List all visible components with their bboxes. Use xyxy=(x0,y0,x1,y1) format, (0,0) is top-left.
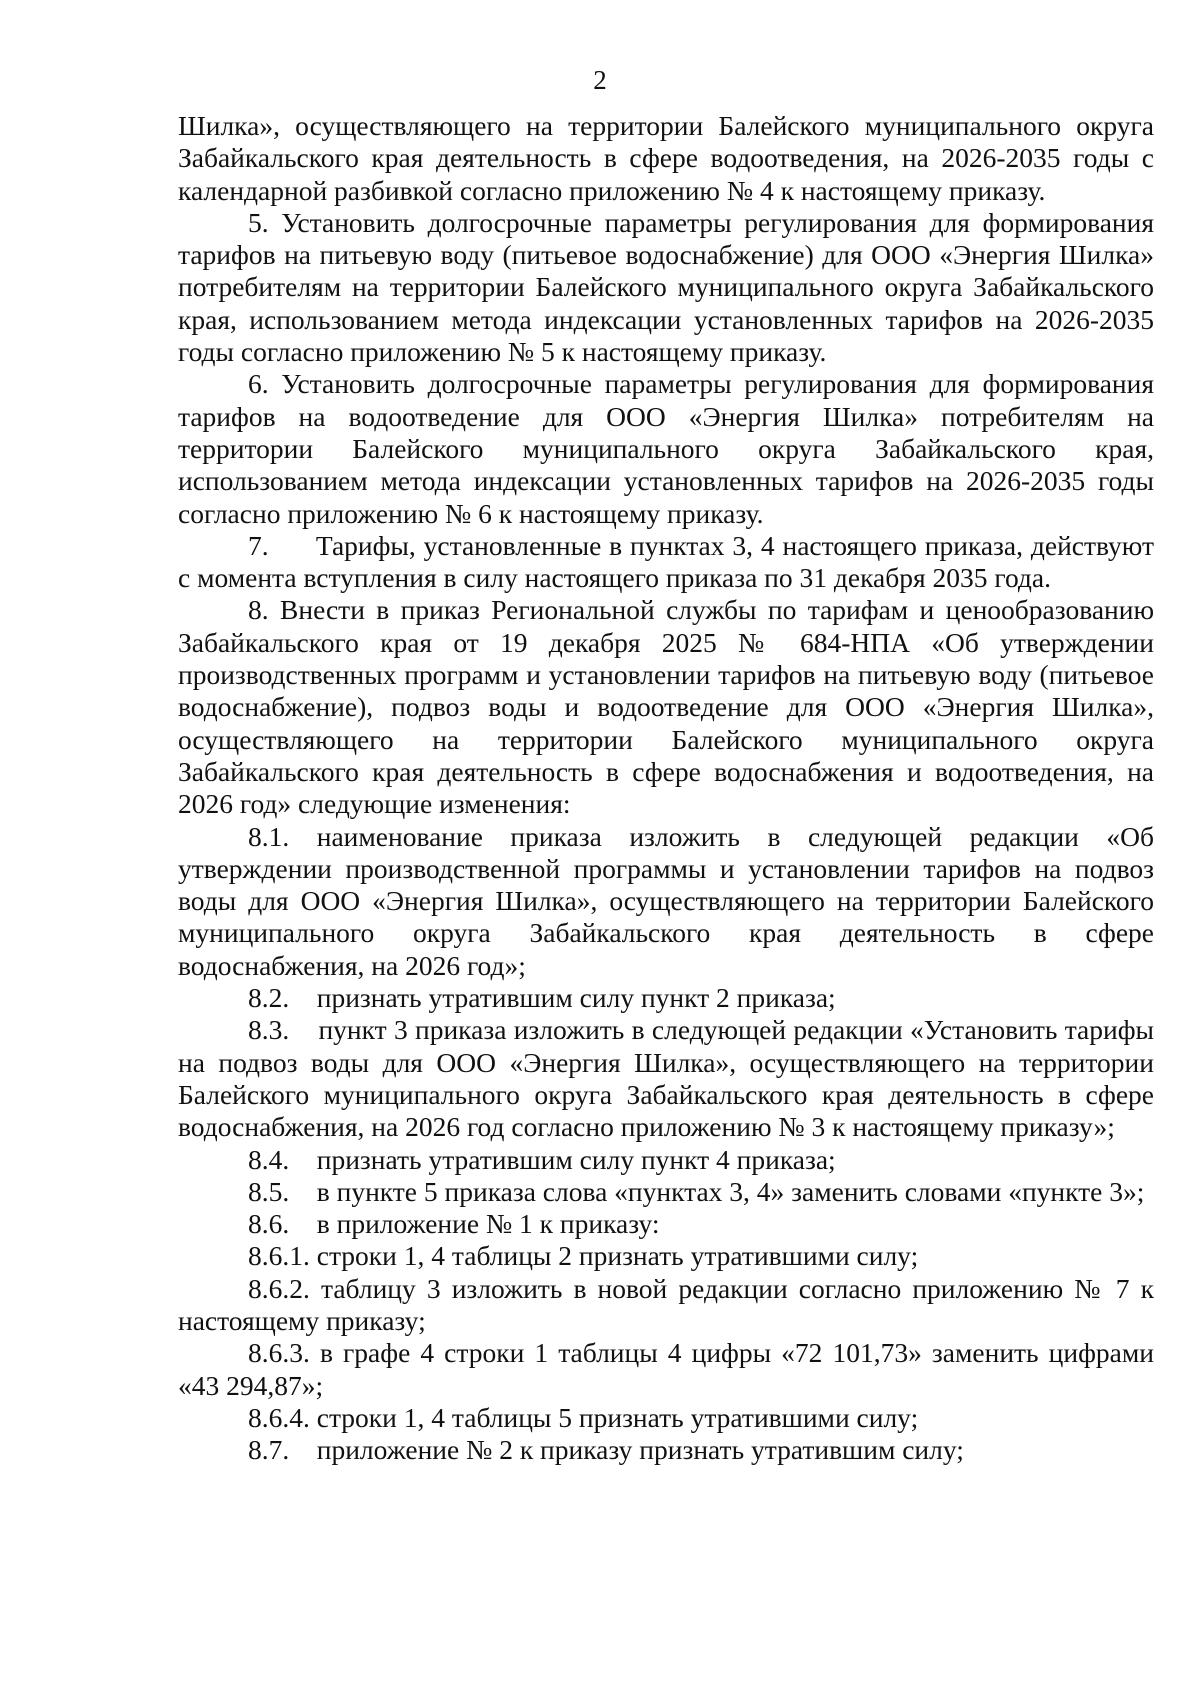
paragraph-8-6-2 xyxy=(178,1273,1154,1338)
paragraph-8-7 xyxy=(178,1434,1154,1466)
paragraph-text: наименование приказа изложить в следующей редакции «Об утверждении производственной программы и установлении тарифов на подвоз воды для ООО «Энергия Шилка», осуществляющего на территории Балейского муниципального округа Забайкальского края деятельность в сфере водоснабжения, на 2026 год»; xyxy=(178,820,1154,981)
paragraph-number: 7. xyxy=(248,529,269,561)
paragraph-8-6-4 xyxy=(178,1402,1154,1434)
paragraph-continuation xyxy=(178,110,1154,207)
paragraph-number: 8.6.4. xyxy=(248,1401,310,1433)
paragraph-text: Тарифы, установленные в пунктах 3, 4 настоящего приказа, действуют с момента вступления в силу настоящего приказа по 31 декабря 2035 года. xyxy=(178,529,1154,594)
paragraph-8-1 xyxy=(178,821,1154,982)
paragraph-number: 8.3. xyxy=(248,1014,290,1046)
paragraph-number: 8.4. xyxy=(248,1143,290,1175)
paragraph-text: таблицу 3 изложить в новой редакции согласно приложению № 7 к настоящему приказу; xyxy=(178,1272,1154,1336)
paragraph-number: 6. xyxy=(248,368,269,400)
paragraph-text: Установить долгосрочные параметры регулирования для формирования тарифов на питьевую воду (питьевое водоснабжение) для ООО «Энергия Шилка» потребителям на территории Балейского муниципального округа Забайкальского края, использованием метода индексации установленных тарифов на 2026-2035 годы согласно приложению № 5 к настоящему приказу. xyxy=(178,206,1155,368)
paragraph-text: Шилка», осуществляющего на территории Балейского муниципального округа Забайкальского края деятельность в сфере водоотведения, на 2026-2035 годы с календарной разбивкой согласно приложению № 4 к настоящему приказу. xyxy=(178,110,1154,206)
paragraph-8-2 xyxy=(178,982,1154,1014)
paragraph-text: признать утратившим силу пункт 2 приказа; xyxy=(316,982,836,1014)
paragraph-text: строки 1, 4 таблицы 5 признать утратившими силу; xyxy=(316,1401,919,1433)
paragraph-text: строки 1, 4 таблицы 2 признать утратившими силу; xyxy=(316,1240,919,1272)
paragraph-number: 8.6.3. xyxy=(248,1337,310,1369)
paragraph-8-6-1 xyxy=(178,1240,1154,1272)
paragraph-text: пункт 3 приказа изложить в следующей редакции «Установить тарифы на подвоз воды для ООО «Энергия Шилка», осуществляющего на территории Балейского муниципального округа Забайкальского края деятельность в сфере водоснабжения, на 2026 год согласно приложению № 3 к настоящему приказу»; xyxy=(178,1014,1155,1143)
paragraph-text: Установить долгосрочные параметры регулирования для формирования тарифов на водоотведение для ООО «Энергия Шилка» потребителям на территории Балейского муниципального округа Забайкальского края, использованием метода индексации установленных тарифов на 2026-2035 годы согласно приложению № 6 к настоящему приказу. xyxy=(178,368,1155,529)
paragraph-8-5 xyxy=(178,1176,1154,1208)
paragraph-8-6 xyxy=(178,1208,1154,1240)
paragraph-number: 8.1. xyxy=(248,820,290,852)
paragraph-number: 8.5. xyxy=(248,1175,290,1207)
paragraph-number: 8.7. xyxy=(248,1434,290,1466)
document-body xyxy=(178,110,1154,1466)
paragraph-number: 8.2. xyxy=(248,982,290,1014)
paragraph-text: Внести в приказ Региональной службы по тарифам и ценообразованию Забайкальского края от 19 декабря 2025 № 684-НПА «Об утверждении производственных программ и установлении тарифов на питьевую воду (питьевое водоснабжение), подвоз воды и водоотведение для ООО «Энергия Шилка», осуществляющего на территории Балейского муниципального округа Забайкальского края деятельность в сфере водоснабжения и водоотведения, на 2026 год» следующие изменения: xyxy=(178,594,1155,820)
paragraph-8-4 xyxy=(178,1144,1154,1176)
paragraph-text: в приложение № 1 к приказу: xyxy=(316,1208,660,1240)
paragraph-6 xyxy=(178,368,1154,529)
paragraph-number: 8. xyxy=(248,594,269,626)
paragraph-text: приложение № 2 к приказу признать утратившим силу; xyxy=(316,1434,964,1466)
paragraph-7 xyxy=(178,530,1154,595)
paragraph-number: 8.6.1. xyxy=(248,1240,310,1272)
paragraph-text: в пункте 5 приказа слова «пунктах 3, 4» заменить словами «пункте 3»; xyxy=(316,1175,1145,1207)
page-number: 2 xyxy=(593,65,607,95)
paragraph-text: в графе 4 строки 1 таблицы 4 цифры «72 101,73» заменить цифрами «43 294,87»; xyxy=(178,1337,1155,1401)
paragraph-5 xyxy=(178,207,1154,368)
paragraph-8 xyxy=(178,594,1154,820)
paragraph-number: 8.6. xyxy=(248,1208,290,1240)
paragraph-number: 8.6.2. xyxy=(248,1272,310,1304)
paragraph-8-6-3 xyxy=(178,1337,1154,1402)
paragraph-text: признать утратившим силу пункт 4 приказа; xyxy=(316,1143,836,1175)
paragraph-number: 5. xyxy=(248,206,269,238)
paragraph-8-3 xyxy=(178,1014,1154,1143)
